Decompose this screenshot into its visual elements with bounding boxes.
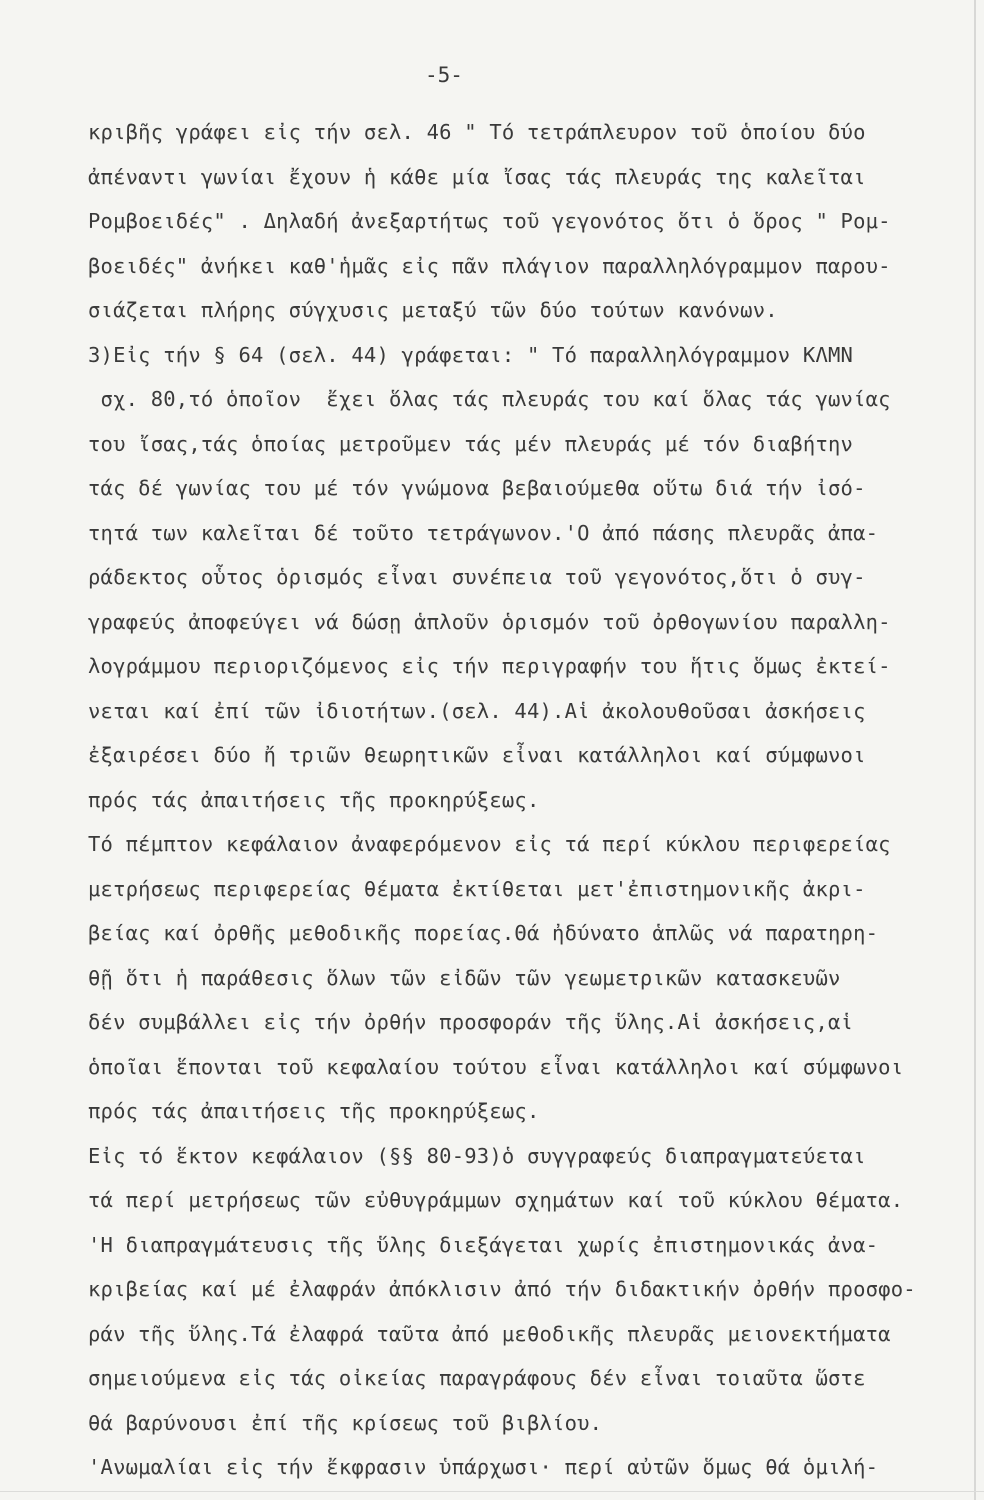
text-line: θά βαρύνουσι ἐπί τῆς κρίσεως τοῦ βιβλίου. [88, 1410, 603, 1435]
text-line: τάς δέ γωνίας του μέ τόν γνώμονα βεβαιούμεθα οὕτω διά τήν ἰσό- [88, 476, 866, 500]
text-line: πρός τάς ἀπαιτήσεις τῆς προκηρύξεως. [88, 787, 540, 812]
text-line: του ἴσας,τάς ὁποίας μετροῦμεν τάς μέν πλευράς μέ τόν διαβήτην [88, 431, 854, 456]
text-line: ἀπέναντι γωνίαι ἔχουν ἡ κάθε μία ἴσας τάς πλευράς της καλεῖται [88, 164, 866, 189]
text-line: σιάζεται πλήρης σύγχυσις μεταξύ τῶν δύο τούτων κανόνων. [88, 298, 778, 322]
text-line: ὁποῖαι ἕπονται τοῦ κεφαλαίου τούτου εἶναι κατάλληλοι καί σύμφωνοι [88, 1054, 904, 1079]
text-line: Τό πέμπτον κεφάλαιον ἀναφερόμενον εἰς τά περί κύκλου περιφερείας [88, 832, 891, 856]
text-line: 3)Εἰς τήν § 64 (σελ. 44) γράφεται: " Τό παραλληλόγραμμον ΚΛΜΝ [88, 342, 854, 367]
body-text [88, 110, 968, 1490]
text-line: γραφεύς ἀποφεύγει νά δώσῃ ἁπλοῦν ὁρισμόν τοῦ ὀρθογωνίου παραλλη- [88, 609, 891, 634]
page-edge-right [974, 0, 976, 1500]
text-line: δέν συμβάλλει εἰς τήν ὀρθήν προσφοράν τῆς ὕλης.Αἱ ἀσκήσεις,αἱ [88, 1010, 854, 1034]
text-line: κριβείας καί μέ ἐλαφράν ἀπόκλισιν ἀπό τήν διδακτικήν ὀρθήν προσφο- [88, 1277, 916, 1301]
text-line: κριβῆς γράφει εἰς τήν σελ. 46 " Τό τετράπλευρον τοῦ ὁποίου δύο [88, 120, 866, 144]
page-number: -5- [425, 63, 463, 87]
text-line: θῇ ὅτι ἡ παράθεσις ὅλων τῶν εἰδῶν τῶν γεωμετρικῶν κατασκευῶν [88, 965, 841, 990]
text-line: βείας καί ὀρθῆς μεθοδικῆς πορείας.Θά ἠδύνατο ἁπλῶς νά παρατηρη- [88, 921, 879, 945]
text-line: ράδεκτος οὗτος ὁρισμός εἶναι συνέπεια τοῦ γεγονότος,ὅτι ὁ συγ- [88, 565, 866, 589]
text-line: Ρομβοειδές" . Δηλαδή ἀνεξαρτήτως τοῦ γεγονότος ὅτι ὁ ὅρος " Ρομ- [88, 209, 891, 233]
text-line: σχ. 80,τό ὁποῖον ἔχει ὅλας τάς πλευράς του καί ὅλας τάς γωνίας [88, 387, 891, 411]
text-line: 'Ανωμαλίαι εἰς τήν ἔκφρασιν ὑπάρχωσι· περί αὐτῶν ὅμως θά ὁμιλή- [88, 1455, 879, 1479]
text-line: τητά των καλεῖται δέ τοῦτο τετράγωνον.'Ο ἀπό πάσης πλευρᾶς ἀπα- [88, 520, 879, 545]
text-line: 'Η διαπραγμάτευσις τῆς ὕλης διεξάγεται χωρίς ἐπιστημονικάς ἀνα- [88, 1232, 879, 1257]
text-line: ράν τῆς ὕλης.Τά ἐλαφρά ταῦτα ἀπό μεθοδικῆς πλευρᾶς μειονεκτήματα [88, 1321, 891, 1346]
text-line: ἐξαιρέσει δύο ἤ τριῶν θεωρητικῶν εἶναι κατάλληλοι καί σύμφωνοι [88, 743, 866, 767]
text-line: Εἰς τό ἕκτον κεφάλαιον (§§ 80-93)ὁ συγγραφεύς διαπραγματεύεται [88, 1143, 866, 1168]
text-line: μετρήσεως περιφερείας θέματα ἐκτίθεται μετ'ἐπιστημονικῆς ἀκρι- [88, 876, 866, 901]
page-edge-bottom [0, 1491, 984, 1492]
text-line: λογράμμου περιοριζόμενος εἰς τήν περιγραφήν του ἥτις ὅμως ἐκτεί- [88, 654, 891, 678]
text-line: τά περί μετρήσεως τῶν εὐθυγράμμων σχημάτων καί τοῦ κύκλου θέματα. [88, 1188, 904, 1212]
text-line: σημειούμενα εἰς τάς οἰκείας παραγράφους δέν εἶναι τοιαῦτα ὥστε [88, 1366, 866, 1390]
text-line: βοειδές" ἀνήκει καθ'ἡμᾶς εἰς πᾶν πλάγιον παραλληλόγραμμον παρου- [88, 253, 891, 278]
text-line: πρός τάς ἀπαιτήσεις τῆς προκηρύξεως. [88, 1099, 540, 1123]
text-line: νεται καί ἐπί τῶν ἰδιοτήτων.(σελ. 44).Αἱ ἀκολουθοῦσαι ἀσκήσεις [88, 698, 866, 723]
